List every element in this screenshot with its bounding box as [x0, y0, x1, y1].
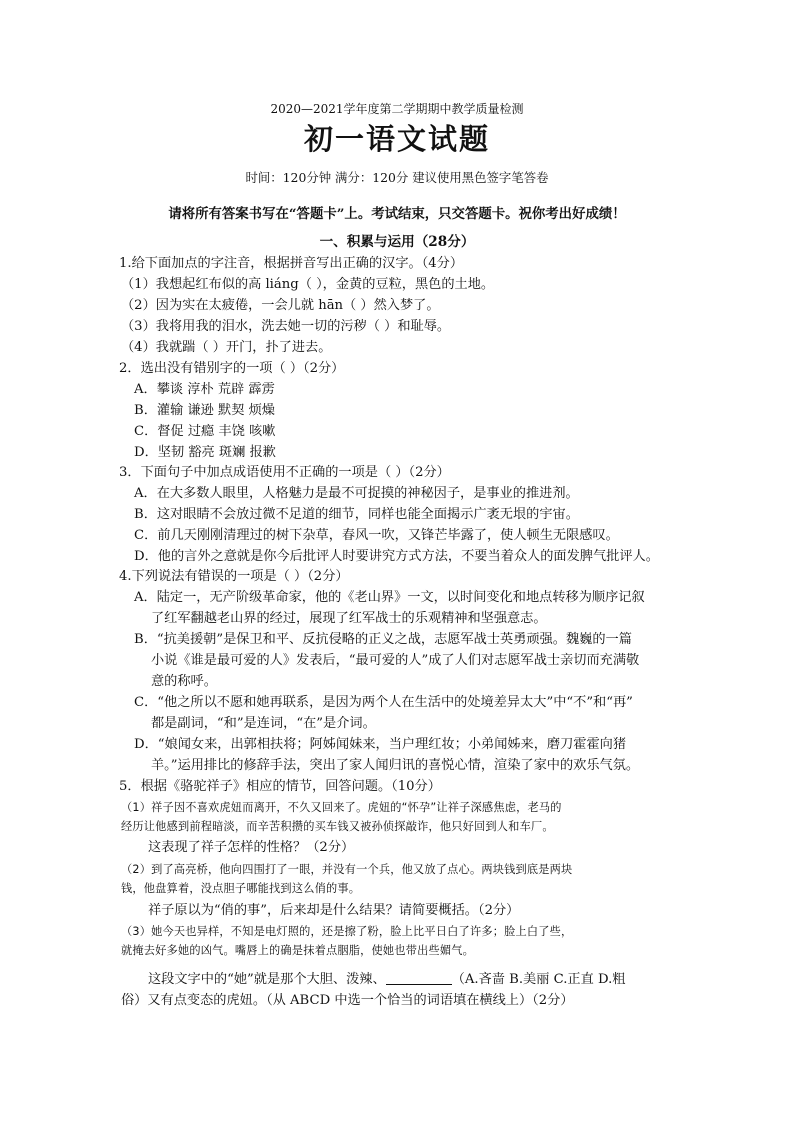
q4-line: 都是副词，“和”是连词，“在”是介词。 [151, 716, 376, 731]
q4-line: 小说《谁是最可爱的人》发表后，“最可爱的人”成了人们对志愿军战士亲切而充满敬 [151, 653, 640, 668]
q5-passage: （1）祥子因不喜欢虎妞而离开，不久又回来了。虎妞的“怀孕”让祥子深感焦虑，老马的 [121, 801, 562, 814]
q1-stem: 1.给下面加点的字注音，根据拼音写出正确的汉字。（4分） [119, 256, 464, 271]
exam-subtitle: 2020—2021学年度第二学期期中教学质量检测 [270, 102, 524, 116]
q4-line: 了红军翻越老山界的经过，展现了红军战士的乐观精神和坚强意志。 [151, 611, 547, 626]
q1-item: （1）我想起红布似的高 liáng（ ），金黄的豆粒，黑色的土地。 [121, 277, 495, 292]
q3-stem: 3．下面句子中加点成语使用不正确的一项是（ ）（2分） [119, 465, 450, 480]
q2-stem: 2．选出没有错别字的一项（ ）（2分） [119, 361, 345, 376]
q5-question-options: （A.吝啬 B.美丽 C.正直 D.粗 [451, 972, 626, 987]
q2-option: D．坚韧 豁亮 斑斓 报歉 [134, 445, 276, 460]
exam-meta: 时间：120分钟 满分：120分 建议使用黑色签字笔答卷 [245, 170, 549, 185]
q5-question: 俗）又有点变态的虎妞。（从 ABCD 中选一个恰当的词语填在横线上）（2分） [121, 993, 574, 1008]
q5-passage: （2）到了高亮桥，他向四围打了一眼，并没有一个兵，他又放了点心。两块钱到底是两块 [121, 863, 573, 876]
q5-question-text: 这段文字中的“她”就是那个大胆、泼辣、 [148, 972, 386, 987]
q1-item: （4）我就踹（ ）开门，扑了进去。 [121, 340, 332, 355]
answer-blank[interactable] [386, 972, 452, 985]
q1-item: （3）我将用我的泪水，洗去她一切的污秽（ ）和耻辱。 [121, 319, 451, 334]
q3-option: D．他的言外之意就是你今后批评人时要讲究方式方法，不要当着众人的面发脾气批评人。 [134, 549, 659, 564]
q3-option: A．在大多数人眼里，人格魅力是最不可捉摸的神秘因子，是事业的推进剂。 [134, 486, 579, 501]
exam-notice: 请将所有答案书写在“答题卡”上。考试结束，只交答题卡。祝你考出好成绩！ [168, 206, 626, 222]
q5-stem: 5．根据《骆驼祥子》相应的情节，回答问题。（10分） [119, 779, 441, 794]
q2-option: A．攀谈 淳朴 荒辟 霹雳 [134, 382, 275, 397]
q4-line: 羊。”运用排比的修辞手法，突出了家人闻归讯的喜悦心情，渲染了家中的欢乐气氛。 [151, 758, 640, 773]
q5-question-line [148, 972, 625, 988]
q4-line: A．陆定一，无产阶级革命家，他的《老山界》一文，以时间变化和地点转移为顺序记叙 [134, 590, 645, 605]
q5-passage: 就掩去好多她的凶气。嘴唇上的确是抹着点胭脂，使她也带出些媚气。 [121, 944, 475, 957]
exam-title: 初一语文试题 [303, 122, 490, 156]
q4-line: C．“他之所以不愿和她再联系，是因为两个人在生活中的处境差异太大”中“不”和“再” [134, 695, 633, 710]
q4-line: D．“娘闻女来，出郭相扶将；阿姊闻妹来，当户理红妆；小弟闻姊来，磨刀霍霍向猪 [134, 737, 627, 752]
q5-question: 祥子原以为“俏的事”，后来却是什么结果？请简要概括。（2分） [148, 903, 520, 918]
q5-passage: 经历让他感到前程暗淡，而辛苦积攒的买车钱又被孙侦探敲诈，他只好回到人和车厂。 [121, 820, 554, 833]
q4-line: B．“抗美援朝”是保卫和平、反抗侵略的正义之战，志愿军战士英勇顽强。魏巍的一篇 [134, 632, 632, 647]
q4-line: 意的称呼。 [151, 674, 217, 689]
q5-passage: （3）她今天也异样，不知是电灯照的，还是擦了粉，脸上比平日白了许多；脸上白了些， [121, 925, 573, 938]
q3-option: C．前几天刚刚清理过的树下杂草，春风一吹，又锋芒毕露了，使人顿生无限感叹。 [134, 528, 619, 543]
q4-stem: 4.下列说法有错误的一项是（ ）（2分） [119, 569, 349, 584]
q5-passage: 钱，他盘算着，没点胆子哪能找到这么俏的事。 [121, 882, 361, 895]
q2-option: C．督促 过瘾 丰饶 咳嗽 [134, 424, 276, 439]
q2-option: B．灌输 谦逊 默契 烦燥 [134, 403, 275, 418]
q5-question: 这表现了祥子怎样的性格？（2分） [148, 840, 355, 855]
q3-option: B．这对眼睛不会放过微不足道的细节，同样也能全面揭示广袤无垠的宇宙。 [134, 507, 579, 522]
section-title: 一、积累与运用（28分） [319, 234, 475, 250]
q1-item: （2）因为实在太疲倦，一会儿就 hān（ ）然入梦了。 [121, 298, 440, 313]
